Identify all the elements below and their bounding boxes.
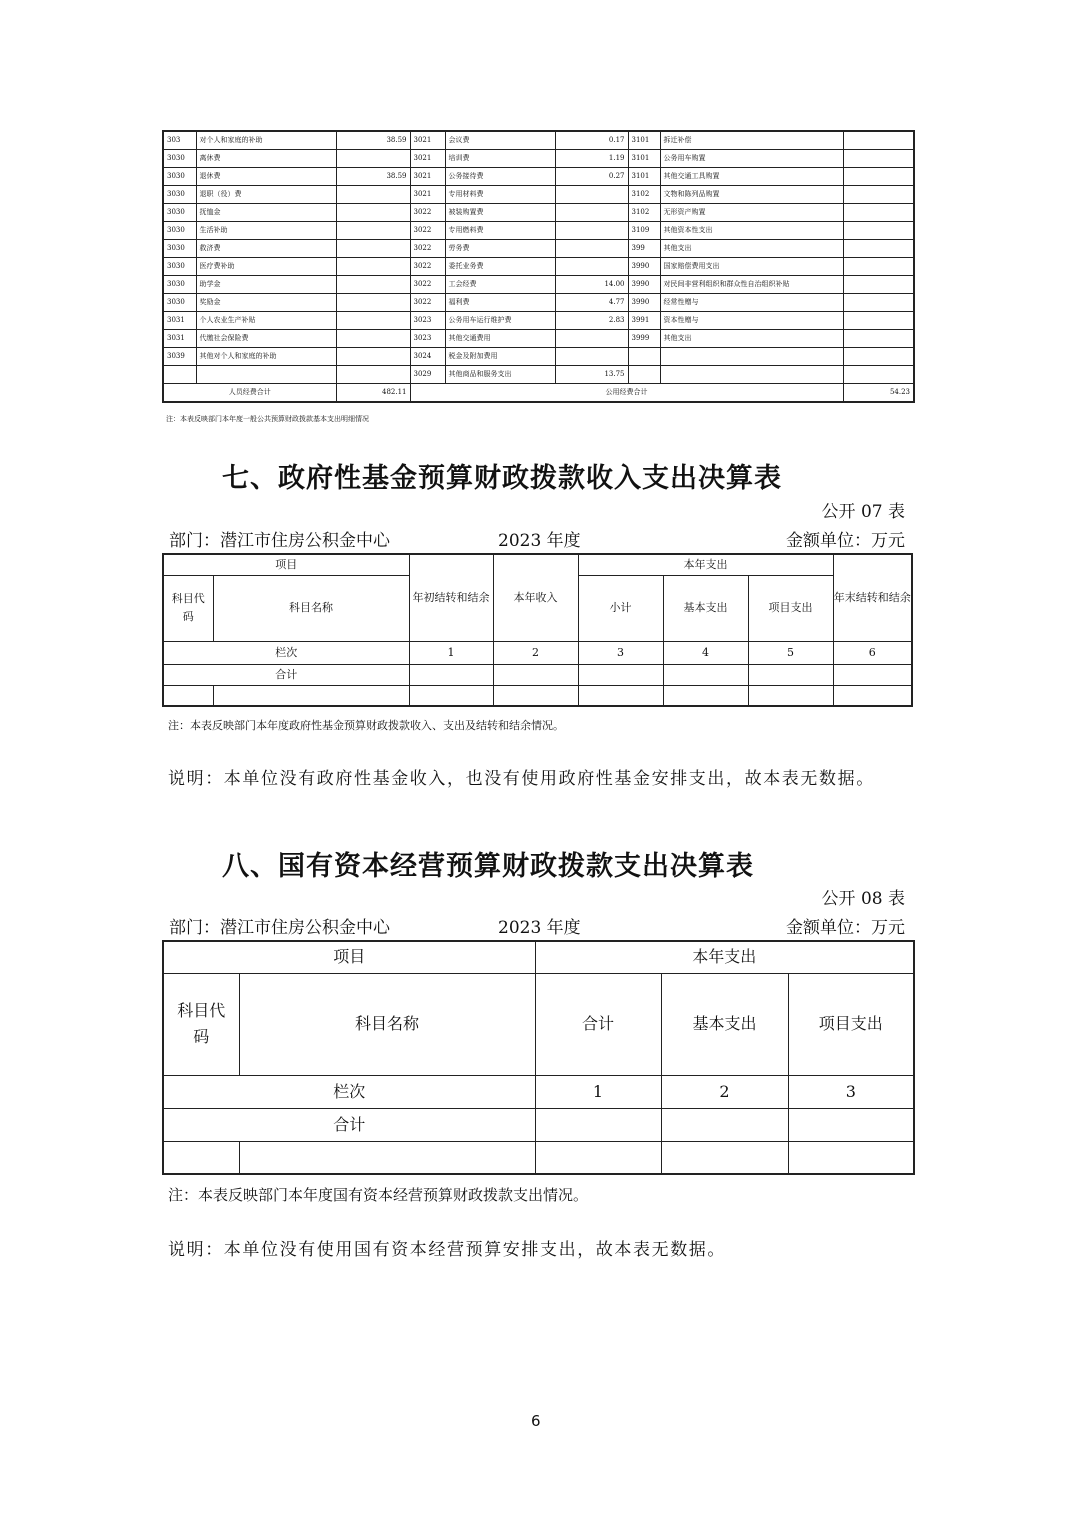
amount-cell (843, 330, 914, 348)
code-cell: 3990 (628, 276, 660, 294)
col-num: 3 (578, 641, 663, 664)
table-row (163, 348, 914, 366)
amount-cell (843, 348, 914, 366)
header-name: 科目名称 (213, 575, 409, 641)
name-cell: 公务用车购置 (660, 150, 843, 168)
name-cell: 经常性赠与 (660, 294, 843, 312)
col-num: 1 (535, 1075, 661, 1108)
amount-cell (555, 186, 628, 204)
table-row (163, 222, 914, 240)
name-cell: 福利费 (445, 294, 555, 312)
header-begin-balance: 年初结转和结余 (409, 554, 493, 641)
code-cell: 3030 (163, 222, 196, 240)
table-row (163, 258, 914, 276)
code-cell: 3024 (410, 348, 445, 366)
table-note: 注：本表反映部门本年度政府性基金预算财政拨款收入、支出及结转和结余情况。 (168, 719, 564, 732)
header-end-balance: 年末结转和结余 (833, 554, 912, 641)
name-cell: 其他交通费用 (445, 330, 555, 348)
gov-fund-budget-table (162, 553, 913, 707)
amount-cell (843, 150, 914, 168)
amount-cell (336, 330, 410, 348)
name-cell: 税金及附加费用 (445, 348, 555, 366)
amount-cell: 13.75 (555, 366, 628, 384)
amount-cell (843, 276, 914, 294)
name-cell: 对民间非营利组织和群众性自治组织补贴 (660, 276, 843, 294)
explanation: 说明：本单位没有政府性基金收入，也没有使用政府性基金安排支出，故本表无数据。 (168, 769, 875, 789)
name-cell: 委托业务费 (445, 258, 555, 276)
amount-cell (336, 258, 410, 276)
basic-expenditure-detail-table (162, 130, 915, 403)
amount-cell (336, 222, 410, 240)
table-row (163, 168, 914, 186)
code-cell: 3021 (410, 168, 445, 186)
amount-cell (843, 258, 914, 276)
name-cell: 其他对个人和家庭的补助 (196, 348, 336, 366)
page-number: 6 (531, 1412, 541, 1430)
amount-cell: 0.17 (555, 131, 628, 150)
amount-cell (336, 348, 410, 366)
name-cell: 其他交通工具购置 (660, 168, 843, 186)
amount-cell (843, 168, 914, 186)
section-title: 八、国有资本经营预算财政拨款支出决算表 (222, 851, 754, 882)
code-cell: 399 (628, 240, 660, 258)
header-subtotal: 小计 (578, 575, 663, 641)
code-cell (163, 366, 196, 384)
code-cell: 3990 (628, 258, 660, 276)
header-item: 项目 (163, 941, 535, 973)
code-cell: 3030 (163, 150, 196, 168)
amount-cell (336, 276, 410, 294)
name-cell: 代缴社会保险费 (196, 330, 336, 348)
state-capital-budget-table (162, 940, 915, 1175)
table-number: 公开 08 表 (821, 889, 905, 909)
table-row (163, 204, 914, 222)
name-cell: 其他商品和服务支出 (445, 366, 555, 384)
code-cell: 3030 (163, 204, 196, 222)
table-note: 注：本表反映部门本年度一般公共预算财政拨款基本支出明细情况 (166, 415, 369, 423)
table-row (163, 131, 914, 150)
amount-cell: 14.00 (555, 276, 628, 294)
amount-cell: 4.77 (555, 294, 628, 312)
name-cell: 公务用车运行维护费 (445, 312, 555, 330)
name-cell: 国家赔偿费用支出 (660, 258, 843, 276)
total-label: 合计 (163, 1108, 535, 1141)
amount-cell (843, 366, 914, 384)
table-row (163, 276, 914, 294)
amount-cell (336, 312, 410, 330)
header-basic: 基本支出 (661, 973, 788, 1075)
fiscal-year: 2023 年度 (498, 918, 581, 938)
name-cell: 其他资本性支出 (660, 222, 843, 240)
code-cell: 3022 (410, 276, 445, 294)
code-cell: 3023 (410, 312, 445, 330)
code-cell: 3022 (410, 204, 445, 222)
amount-cell (555, 204, 628, 222)
department-label: 部门：潜江市住房公积金中心 (169, 531, 390, 551)
header-name: 科目名称 (239, 973, 535, 1075)
section-title: 七、政府性基金预算财政拨款收入支出决算表 (222, 463, 782, 494)
name-cell: 其他支出 (660, 330, 843, 348)
code-cell: 3022 (410, 294, 445, 312)
col-num: 3 (788, 1075, 914, 1108)
code-cell (628, 348, 660, 366)
col-num: 5 (748, 641, 833, 664)
amount-cell (843, 312, 914, 330)
amount-cell (843, 186, 914, 204)
name-cell: 救济费 (196, 240, 336, 258)
name-cell: 被装购置费 (445, 204, 555, 222)
code-cell: 3030 (163, 168, 196, 186)
amount-cell: 38.59 (336, 131, 410, 150)
amount-cell: 2.83 (555, 312, 628, 330)
amount-cell (336, 294, 410, 312)
header-code: 科目代码 (163, 575, 213, 641)
name-cell (660, 348, 843, 366)
amount-cell (336, 186, 410, 204)
code-cell (628, 366, 660, 384)
header-income: 本年收入 (493, 554, 578, 641)
table-row (163, 150, 914, 168)
code-cell: 3023 (410, 330, 445, 348)
code-cell: 3022 (410, 240, 445, 258)
amount-cell (555, 222, 628, 240)
name-cell: 资本性赠与 (660, 312, 843, 330)
amount-cell (336, 240, 410, 258)
amount-unit: 金额单位：万元 (786, 531, 905, 551)
amount-cell: 0.27 (555, 168, 628, 186)
name-cell (196, 366, 336, 384)
col-num: 4 (663, 641, 748, 664)
amount-cell: 38.59 (336, 168, 410, 186)
header-expense: 本年支出 (535, 941, 914, 973)
name-cell: 其他支出 (660, 240, 843, 258)
name-cell: 助学金 (196, 276, 336, 294)
code-cell: 3030 (163, 240, 196, 258)
code-cell: 3021 (410, 131, 445, 150)
code-cell: 3101 (628, 168, 660, 186)
header-expense: 本年支出 (578, 554, 833, 575)
name-cell: 抚恤金 (196, 204, 336, 222)
total-personnel-value: 482.11 (336, 384, 410, 403)
header-project: 项目支出 (748, 575, 833, 641)
code-cell: 3101 (628, 150, 660, 168)
code-cell: 3030 (163, 294, 196, 312)
code-cell: 3990 (628, 294, 660, 312)
fiscal-year: 2023 年度 (498, 531, 581, 551)
code-cell: 3021 (410, 150, 445, 168)
department-label: 部门：潜江市住房公积金中心 (169, 918, 390, 938)
total-public-value: 54.23 (843, 384, 914, 403)
name-cell (660, 366, 843, 384)
name-cell: 文物和陈列品购置 (660, 186, 843, 204)
code-cell: 3039 (163, 348, 196, 366)
amount-cell (555, 330, 628, 348)
table-row (163, 294, 914, 312)
amount-cell (555, 258, 628, 276)
amount-cell (336, 204, 410, 222)
code-cell: 3022 (410, 258, 445, 276)
name-cell: 专用材料费 (445, 186, 555, 204)
col-num: 2 (661, 1075, 788, 1108)
code-cell: 3030 (163, 276, 196, 294)
amount-cell (336, 150, 410, 168)
code-cell: 3102 (628, 186, 660, 204)
name-cell: 个人农业生产补贴 (196, 312, 336, 330)
col-num: 1 (409, 641, 493, 664)
name-cell: 劳务费 (445, 240, 555, 258)
table-number: 公开 07 表 (821, 502, 905, 522)
total-public-label: 公用经费合计 (410, 384, 843, 403)
total-label: 合计 (163, 664, 409, 685)
code-cell: 3102 (628, 204, 660, 222)
amount-cell (843, 240, 914, 258)
code-cell: 3109 (628, 222, 660, 240)
table-row (163, 312, 914, 330)
code-cell: 3991 (628, 312, 660, 330)
name-cell: 离休费 (196, 150, 336, 168)
code-cell: 3022 (410, 222, 445, 240)
name-cell: 退休费 (196, 168, 336, 186)
table-row (163, 366, 914, 384)
amount-cell (843, 131, 914, 150)
amount-cell (843, 222, 914, 240)
name-cell: 公务接待费 (445, 168, 555, 186)
code-cell: 3030 (163, 258, 196, 276)
header-project: 项目支出 (788, 973, 914, 1075)
code-cell: 3021 (410, 186, 445, 204)
row-label: 栏次 (163, 1075, 535, 1108)
name-cell: 奖励金 (196, 294, 336, 312)
header-total: 合计 (535, 973, 661, 1075)
code-cell: 3101 (628, 131, 660, 150)
amount-cell (555, 348, 628, 366)
code-cell: 3031 (163, 312, 196, 330)
code-cell: 3031 (163, 330, 196, 348)
header-basic: 基本支出 (663, 575, 748, 641)
table-row (163, 240, 914, 258)
name-cell: 会议费 (445, 131, 555, 150)
name-cell: 专用燃料费 (445, 222, 555, 240)
name-cell: 对个人和家庭的补助 (196, 131, 336, 150)
totals-row (163, 384, 914, 403)
col-num: 2 (493, 641, 578, 664)
name-cell: 医疗费补助 (196, 258, 336, 276)
name-cell: 生活补助 (196, 222, 336, 240)
amount-cell (336, 366, 410, 384)
row-label: 栏次 (163, 641, 409, 664)
code-cell: 303 (163, 131, 196, 150)
total-personnel-label: 人员经费合计 (163, 384, 336, 403)
header-item: 项目 (163, 554, 409, 575)
name-cell: 无形资产购置 (660, 204, 843, 222)
amount-cell (555, 240, 628, 258)
amount-cell (843, 204, 914, 222)
amount-cell (843, 294, 914, 312)
name-cell: 退职（役）费 (196, 186, 336, 204)
amount-cell: 1.19 (555, 150, 628, 168)
name-cell: 工会经费 (445, 276, 555, 294)
table-row (163, 330, 914, 348)
table-note: 注：本表反映部门本年度国有资本经营预算财政拨款支出情况。 (168, 1186, 589, 1204)
table-row (163, 186, 914, 204)
name-cell: 培训费 (445, 150, 555, 168)
header-code: 科目代码 (163, 973, 239, 1075)
col-num: 6 (833, 641, 912, 664)
name-cell: 拆迁补偿 (660, 131, 843, 150)
amount-unit: 金额单位：万元 (786, 918, 905, 938)
explanation: 说明：本单位没有使用国有资本经营预算安排支出，故本表无数据。 (168, 1240, 726, 1260)
code-cell: 3030 (163, 186, 196, 204)
code-cell: 3029 (410, 366, 445, 384)
code-cell: 3999 (628, 330, 660, 348)
